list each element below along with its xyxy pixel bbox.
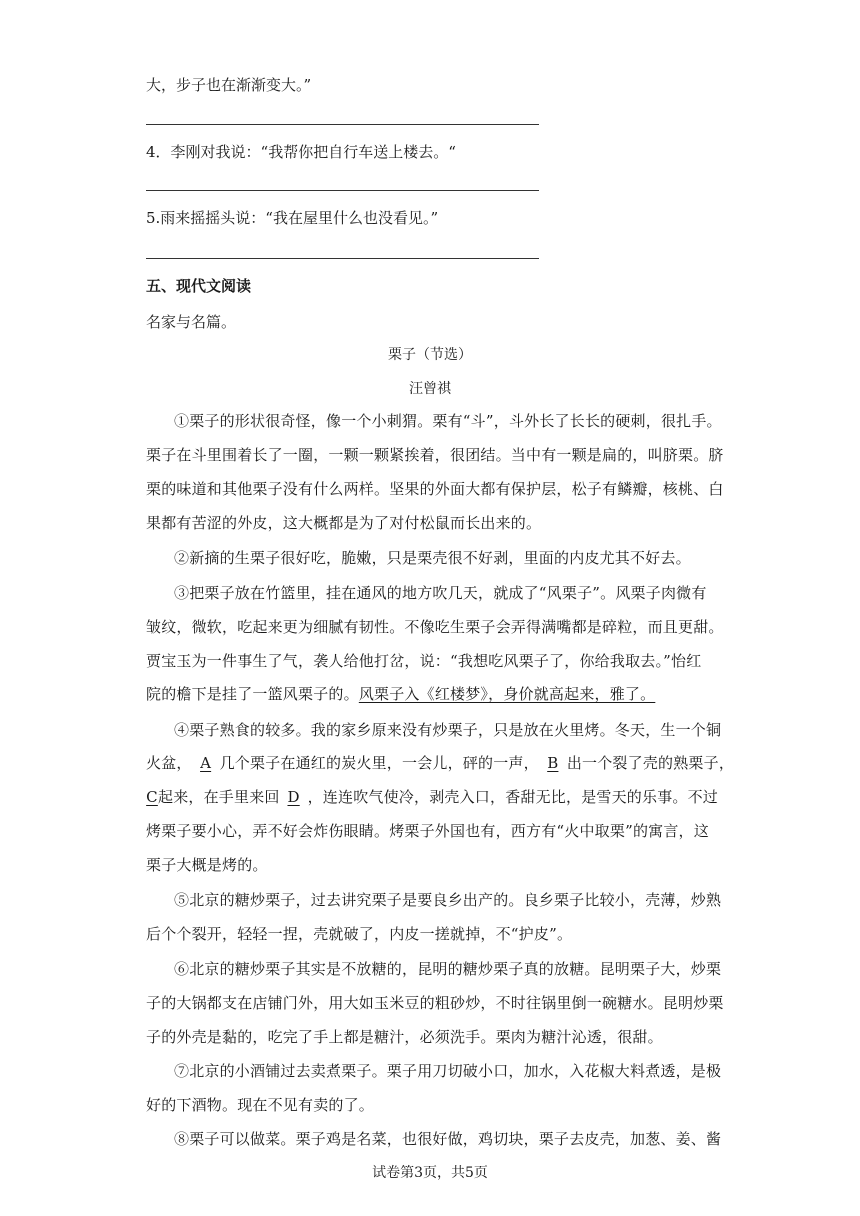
paragraph-line: ④栗子熟食的较多。我的家乡原来没有炒栗子，只是放在火里烤。冬天，生一个铜 — [174, 721, 722, 739]
paragraph-line — [146, 683, 655, 704]
question-5: 5.雨来摇摇头说：“我在屋里什么也没看见。” — [146, 209, 439, 227]
paragraph-line: 好的下酒物。现在不见有卖的了。 — [146, 1096, 375, 1114]
paragraph-line: ⑧栗子可以做菜。栗子鸡是名菜，也很好做，鸡切块，栗子去皮壳，加葱、姜、酱 — [174, 1130, 722, 1148]
paragraph-text: ，连连吹气使冷，剥壳入口，香甜无比，是雪天的乐事。不过 — [307, 788, 719, 806]
answer-blank-line[interactable] — [146, 258, 539, 259]
paragraph-line — [146, 752, 734, 773]
paragraph-text: 火盆， — [146, 754, 192, 772]
paragraph-text: 出一个裂了壳的熟栗子， — [566, 754, 735, 772]
paragraph-line: ⑥北京的糖炒栗子其实是不放糖的，昆明的糖炒栗子真的放糖。昆明栗子大，炒栗 — [174, 960, 722, 978]
blank-d[interactable]: D — [287, 788, 300, 806]
paragraph-line: 后个个裂开，轻轻一捏，壳就破了，内皮一搓就掉，不“护皮”。 — [146, 925, 573, 943]
paragraph-line: 贾宝玉为一件事生了气，袭人给他打岔，说：“我想吃风栗子了，你给我取去。”怡红 — [146, 652, 702, 670]
paragraph-line: 栗子在斗里围着长了一圈，一颗一颗紧挨着，很团结。当中有一颗是扁的，叫脐栗。脐 — [146, 446, 724, 464]
section-intro: 名家与名篇。 — [146, 313, 237, 331]
paragraph-line — [146, 786, 718, 807]
page-footer: 试卷第3页，共5页 — [372, 1165, 488, 1181]
answer-text-line: 大，步子也在渐渐变大。” — [146, 76, 312, 94]
paragraph-line: 烤栗子要小心，弄不好会炸伤眼睛。烤栗子外国也有，西方有“火中取栗”的寓言，这 — [146, 822, 709, 840]
answer-blank-line[interactable] — [146, 190, 539, 191]
article-title: 栗子（节选） — [388, 347, 472, 363]
paragraph-text: 几个栗子在通红的炭火里，一会儿，砰的一声， — [219, 754, 539, 772]
paragraph-line: 子的外壳是黏的，吃完了手上都是糖汁，必须洗手。栗肉为糖汁沁透，很甜。 — [146, 1028, 663, 1046]
blank-c[interactable]: C — [146, 788, 158, 806]
paragraph-text: 起来，在手里来回 — [158, 788, 280, 806]
underlined-sentence: 风栗子入《红楼梦》，身价就高起来，雅了。 — [358, 685, 656, 703]
paragraph-line: ⑦北京的小酒铺过去卖煮栗子。栗子用刀切破小口，加水，入花椒大料煮透，是极 — [174, 1062, 722, 1080]
paragraph-line: 皱纹，微软，吃起来更为细腻有韧性。不像吃生栗子会弄得满嘴都是碎粒，而且更甜。 — [146, 618, 724, 636]
paragraph-line: 果都有苦涩的外皮，这大概都是为了对付松鼠而长出来的。 — [146, 514, 542, 532]
article-author: 汪曾祺 — [409, 381, 451, 397]
paragraph-text: 院的檐下是挂了一篮风栗子的。 — [146, 685, 359, 703]
blank-b[interactable]: B — [547, 754, 559, 772]
paragraph-line: ①栗子的形状很奇怪，像一个小刺猬。栗有“斗”，斗外长了长长的硬刺，很扎手。 — [174, 412, 722, 430]
paragraph-line: 栗子大概是烤的。 — [146, 856, 268, 874]
paragraph-line: ②新摘的生栗子很好吃，脆嫩，只是栗壳很不好剥，里面的内皮尤其不好去。 — [174, 549, 691, 567]
question-4: 4．李刚对我说：“我帮你把自行车送上楼去。“ — [146, 143, 456, 161]
answer-blank-line[interactable] — [146, 124, 539, 125]
paragraph-line: ③把栗子放在竹篮里，挂在通风的地方吹几天，就成了“风栗子”。风栗子肉微有 — [174, 584, 707, 602]
section-title: 五、现代文阅读 — [146, 277, 252, 295]
paragraph-line: 栗的味道和其他栗子没有什么两样。坚果的外面大都有保护层，松子有鳞瓣，核桃、白 — [146, 480, 724, 498]
paragraph-line: ⑤北京的糖炒栗子，过去讲究栗子是要良乡出产的。良乡栗子比较小，壳薄，炒熟 — [174, 891, 722, 909]
blank-a[interactable]: A — [200, 754, 212, 772]
paragraph-line: 子的大锅都支在店铺门外，用大如玉米豆的粗砂炒，不时往锅里倒一碗糖水。昆明炒栗 — [146, 994, 724, 1012]
